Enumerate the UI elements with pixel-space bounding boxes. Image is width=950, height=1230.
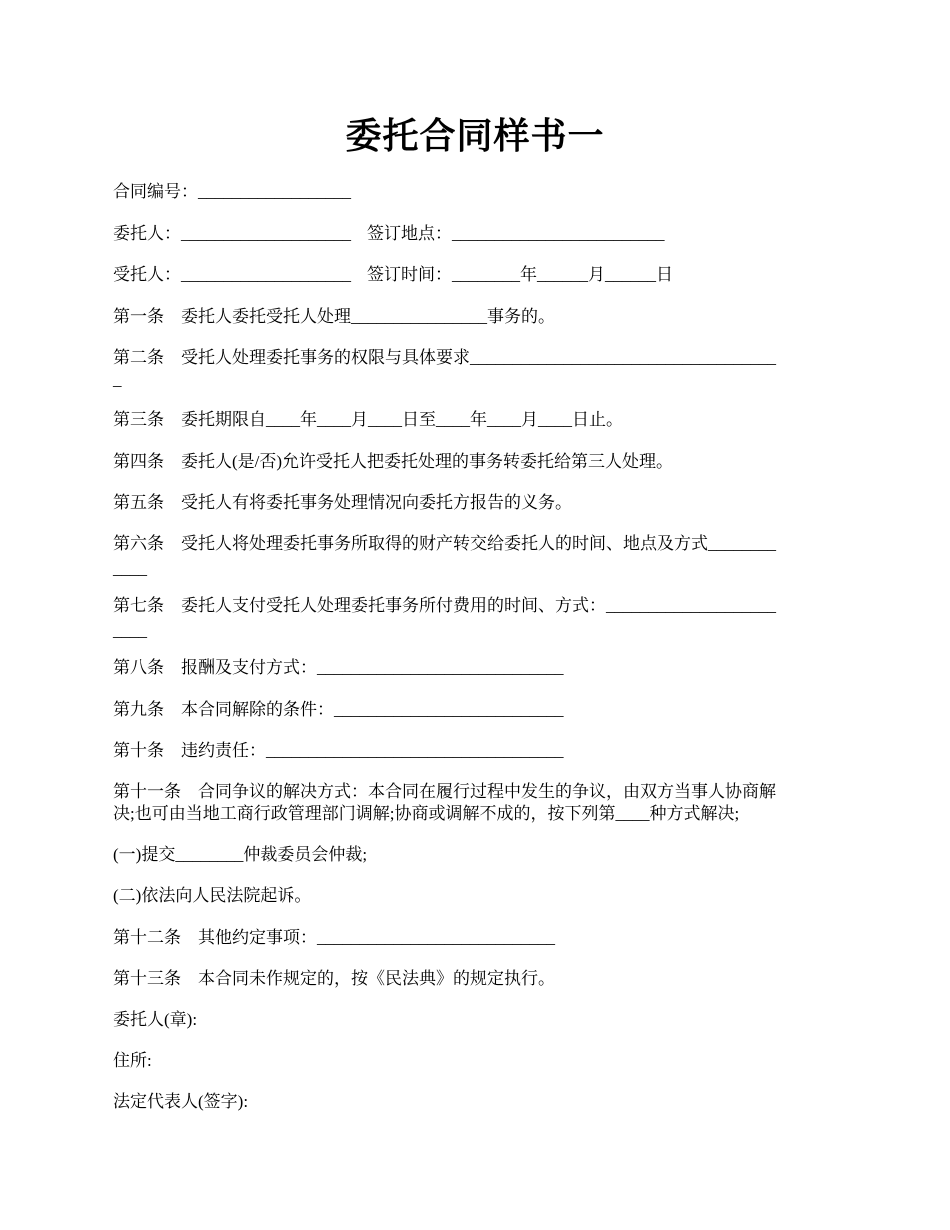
article-10: 第十条 违约责任：___________________________________ bbox=[113, 741, 564, 760]
article-2: 第二条 受托人处理委托事务的权限与具体要求____________________________________ bbox=[113, 348, 776, 367]
signature-address: 住所: bbox=[113, 1051, 152, 1070]
article-7-continuation: ____ bbox=[113, 621, 147, 640]
article-1: 第一条 委托人委托受托人处理________________事务的。 bbox=[113, 307, 555, 326]
document-title: 委托合同样书一 bbox=[345, 116, 605, 156]
sign-place-field: 签订地点：_________________________ bbox=[367, 224, 665, 243]
article-4: 第四条 委托人(是/否)允许受托人把委托处理的事务转委托给第三人处理。 bbox=[113, 452, 674, 471]
article-11-line-1: 第十一条 合同争议的解决方式：本合同在履行过程中发生的争议，由双方当事人协商解 bbox=[113, 782, 776, 801]
principal-and-place-row bbox=[113, 223, 843, 245]
signature-principal: 委托人(章): bbox=[113, 1010, 198, 1029]
article-5: 第五条 受托人有将委托事务处理情况向委托方报告的义务。 bbox=[113, 493, 572, 512]
signature-legal-representative: 法定代表人(签字): bbox=[113, 1092, 249, 1111]
article-6-continuation: ____ bbox=[113, 559, 147, 578]
article-9: 第九条 本合同解除的条件：___________________________ bbox=[113, 700, 564, 719]
article-8: 第八条 报酬及支付方式：_____________________________ bbox=[113, 658, 564, 677]
article-3: 第三条 委托期限自____年____月____日至____年____月____日止。 bbox=[113, 410, 623, 429]
article-13: 第十三条 本合同未作规定的，按《民法典》的规定执行。 bbox=[113, 969, 555, 988]
agent-and-time-row bbox=[113, 264, 843, 286]
article-12: 第十二条 其他约定事项：____________________________ bbox=[113, 928, 555, 947]
contract-number: 合同编号：__________________ bbox=[113, 182, 351, 201]
dispute-option-2: (二)依法向人民法院起诉。 bbox=[113, 886, 312, 905]
principal-field: 委托人：____________________ bbox=[113, 224, 351, 243]
agent-field: 受托人：____________________ bbox=[113, 265, 351, 284]
article-2-continuation: _ bbox=[113, 370, 122, 389]
article-7: 第七条 委托人支付受托人处理委托事务所付费用的时间、方式：____________________ bbox=[113, 596, 776, 615]
article-6: 第六条 受托人将处理委托事务所取得的财产转交给委托人的时间、地点及方式________ bbox=[113, 534, 776, 553]
sign-time-field: 签订时间：________年______月______日 bbox=[367, 265, 673, 284]
dispute-option-1: (一)提交________仲裁委员会仲裁; bbox=[113, 845, 368, 864]
article-11-line-2: 决;也可由当地工商行政管理部门调解;协商或调解不成的，按下列第____种方式解决; bbox=[113, 804, 740, 823]
